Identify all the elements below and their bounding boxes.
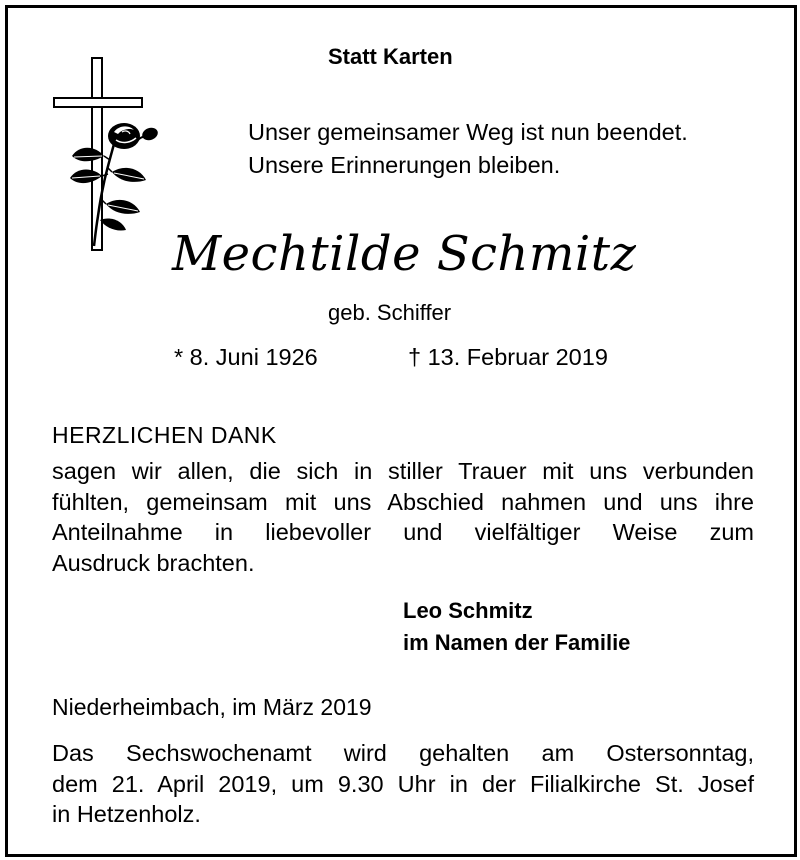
place-and-date: Niederheimbach, im März 2019 [52,694,372,720]
service-line: Das Sechswochenamt wird gehalten am Ostersonntag, [52,740,754,766]
thanks-text [52,456,754,578]
signature-name: Leo Schmitz [403,598,533,623]
signature-family: im Namen der Familie [403,630,631,655]
service-line: in Hetzenholz. [52,801,201,827]
thanks-heading: HERZLICHEN DANK [52,422,277,448]
service-line: dem 21. April 2019, um 9.30 Uhr in der Filialkirche St. Josef [52,770,754,797]
deceased-name: Mechtilde Schmitz [172,226,637,282]
quote-line-1: Unser gemeinsamer Weg ist nun beendet. [248,119,688,145]
service-announcement [52,738,754,830]
maiden-name: geb. Schiffer [328,300,452,325]
signature [403,595,630,659]
birth-date: * 8. Juni 1926 [174,344,318,370]
death-date: † 13. Februar 2019 [408,344,608,370]
cross-with-rose-icon [52,56,177,252]
memorial-quote [248,116,688,182]
thanks-line: sagen wir allen, die sich in stiller Trauer mit uns verbunden [52,458,754,484]
header-statt-karten: Statt Karten [328,44,453,69]
thanks-line: Anteilnahme in liebevoller und vielfältiger Weise zum [52,519,754,545]
quote-line-2: Unsere Erinnerungen bleiben. [248,152,561,178]
thanks-line: fühlten, gemeinsam mit uns Abschied nahmen und uns ihre [52,488,754,515]
thanks-line: Ausdruck brachten. [52,549,255,576]
